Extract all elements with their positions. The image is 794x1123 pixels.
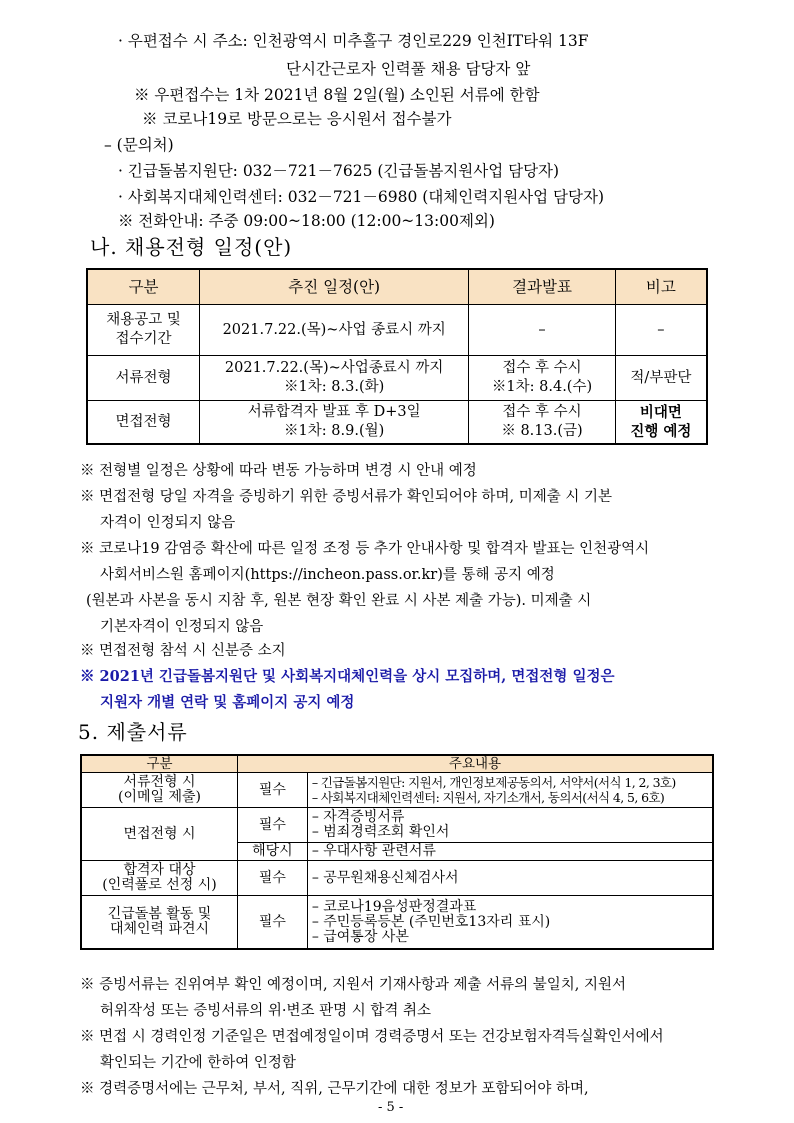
- result-cell: 접수 후 수시 ※ 8.13.(금): [469, 401, 616, 445]
- schedule-header-row: [87, 269, 707, 305]
- documents-note: ※ 면접 시 경력인정 기준일은 면접예정일이며 경력증명서 또는 건강보험자격득실확인서에서: [80, 1029, 664, 1045]
- header-cell: 주요내용: [238, 755, 713, 773]
- schedule-note-cont: 자격이 인정되지 않음: [100, 515, 236, 531]
- documents-note: ※ 경력증명서에는 근무처, 부서, 직위, 근무기간에 대한 정보가 포함되어야 하며,: [80, 1081, 589, 1097]
- schedule-note-cont: 기본자격이 인정되지 않음: [100, 619, 264, 635]
- table-row: [81, 896, 713, 950]
- section-title-documents: 5. 제출서류: [78, 720, 188, 744]
- category-cell: 서류전형 시 (이메일 제출): [81, 773, 238, 808]
- contents-cell: – 자격증빙서류 – 범죄경력조회 확인서: [307, 808, 713, 843]
- contents-cell: – 공무원채용신체검사서: [307, 861, 713, 896]
- header-cell: 비고: [615, 269, 707, 305]
- header-cell: 구분: [81, 755, 238, 773]
- plan-cell: 서류합격자 발표 후 D+3일 ※1차: 8.9.(월): [200, 401, 469, 445]
- note-cell: 비대면 진행 예정: [615, 401, 707, 445]
- table-row: [81, 861, 713, 896]
- schedule-table: [86, 268, 708, 445]
- schedule-note: ※ 전형별 일정은 상황에 따라 변동 가능하며 변경 시 안내 예정: [80, 463, 477, 479]
- inquiry-emergency-care: · 긴급돌봄지원단: 032－721－7625 (긴급돌봄지원사업 담당자): [118, 162, 560, 180]
- plan-cell: 2021.7.22.(목)~사업종료시 까지 ※1차: 8.3.(화): [200, 356, 469, 401]
- contents-cell: – 긴급돌봄지원단: 지원서, 개인정보제공동의서, 서약서(서식 1, 2, 3호) – 사회복지대체인력센터: 지원서, 자기소개서, 동의서(서식 4, 5, 6호): [307, 773, 713, 808]
- note-cell: 적/부판단: [615, 356, 707, 401]
- documents-table: [80, 754, 714, 950]
- result-cell: –: [469, 305, 616, 356]
- postal-recipient-line: 단시간근로자 인력풀 채용 담당자 앞: [286, 60, 531, 78]
- documents-note-cont: 허위작성 또는 증빙서류의 위·변조 판명 시 합격 취소: [100, 1003, 432, 1019]
- contents-cell: – 우대사항 관련서류: [307, 843, 713, 861]
- requirement-cell: 필수: [238, 896, 308, 950]
- note-cell: –: [615, 305, 707, 356]
- table-row: [87, 305, 707, 356]
- schedule-note: ※ 면접전형 참석 시 신분증 소지: [80, 643, 286, 659]
- category-cell: 면접전형 시: [81, 808, 238, 861]
- contents-cell: – 코로나19음성판정결과표 – 주민등록등본 (주민번호13자리 표시) – 급여통장 사본: [307, 896, 713, 950]
- requirement-cell: 필수: [238, 861, 308, 896]
- category-cell: 긴급돌봄 활동 및 대체인력 파견시: [81, 896, 238, 950]
- page-number: - 5 -: [378, 1100, 404, 1115]
- schedule-note-cont: 사회서비스원 홈페이지(https://incheon.pass.or.kr)를 통해 공지 예정: [100, 567, 555, 583]
- result-cell: 접수 후 수시 ※1차: 8.4.(수): [469, 356, 616, 401]
- header-cell: 구분: [87, 269, 200, 305]
- phone-hours-note: ※ 전화안내: 주중 09:00~18:00 (12:00~13:00제외): [118, 212, 495, 230]
- requirement-cell: 해당시: [238, 843, 308, 861]
- documents-note-cont: 확인되는 기간에 한하여 인정함: [100, 1055, 296, 1071]
- requirement-cell: 필수: [238, 773, 308, 808]
- recruitment-highlight-note: ※ 2021년 긴급돌봄지원단 및 사회복지대체인력을 상시 모집하며, 면접전형 일정은: [80, 668, 615, 685]
- header-cell: 결과발표: [469, 269, 616, 305]
- schedule-note-cont: (원본과 사본을 동시 지참 후, 원본 현장 확인 완료 시 사본 제출 가능). 미제출 시: [86, 593, 592, 609]
- schedule-note: ※ 면접전형 당일 자격을 증빙하기 위한 증빙서류가 확인되어야 하며, 미제출 시 기본: [80, 489, 613, 505]
- table-row: [87, 401, 707, 445]
- documents-header-row: [81, 755, 713, 773]
- category-cell: 면접전형: [87, 401, 200, 445]
- schedule-note: ※ 코로나19 감염증 확산에 따른 일정 조정 등 추가 안내사항 및 합격자 발표는 인천광역시: [80, 541, 650, 557]
- category-cell: 합격자 대상 (인력풀로 선정 시): [81, 861, 238, 896]
- category-cell: 서류전형: [87, 356, 200, 401]
- postal-note: ※ 우편접수는 1차 2021년 8월 2일(월) 소인된 서류에 한함: [134, 86, 540, 104]
- section-title-schedule: 나. 채용전형 일정(안): [90, 235, 293, 259]
- inquiry-substitute-center: · 사회복지대체인력센터: 032－721－6980 (대체인력지원사업 담당자): [118, 188, 605, 206]
- header-cell: 추진 일정(안): [200, 269, 469, 305]
- category-cell: 채용공고 및 접수기간: [87, 305, 200, 356]
- inquiry-heading: – (문의처): [104, 136, 174, 154]
- table-row: [87, 356, 707, 401]
- requirement-cell: 필수: [238, 808, 308, 843]
- table-row: [81, 773, 713, 808]
- table-row: [81, 808, 713, 843]
- documents-note: ※ 증빙서류는 진위여부 확인 예정이며, 지원서 기재사항과 제출 서류의 불일치, 지원서: [80, 977, 627, 993]
- plan-cell: 2021.7.22.(목)~사업 종료시 까지: [200, 305, 469, 356]
- covid-note: ※ 코로나19로 방문으로는 응시원서 접수불가: [142, 110, 452, 128]
- postal-address-line: · 우편접수 시 주소: 인천광역시 미추홀구 경인로229 인천IT타워 13F: [118, 32, 589, 50]
- recruitment-highlight-note-cont: 지원자 개별 연락 및 홈페이지 공지 예정: [100, 694, 355, 711]
